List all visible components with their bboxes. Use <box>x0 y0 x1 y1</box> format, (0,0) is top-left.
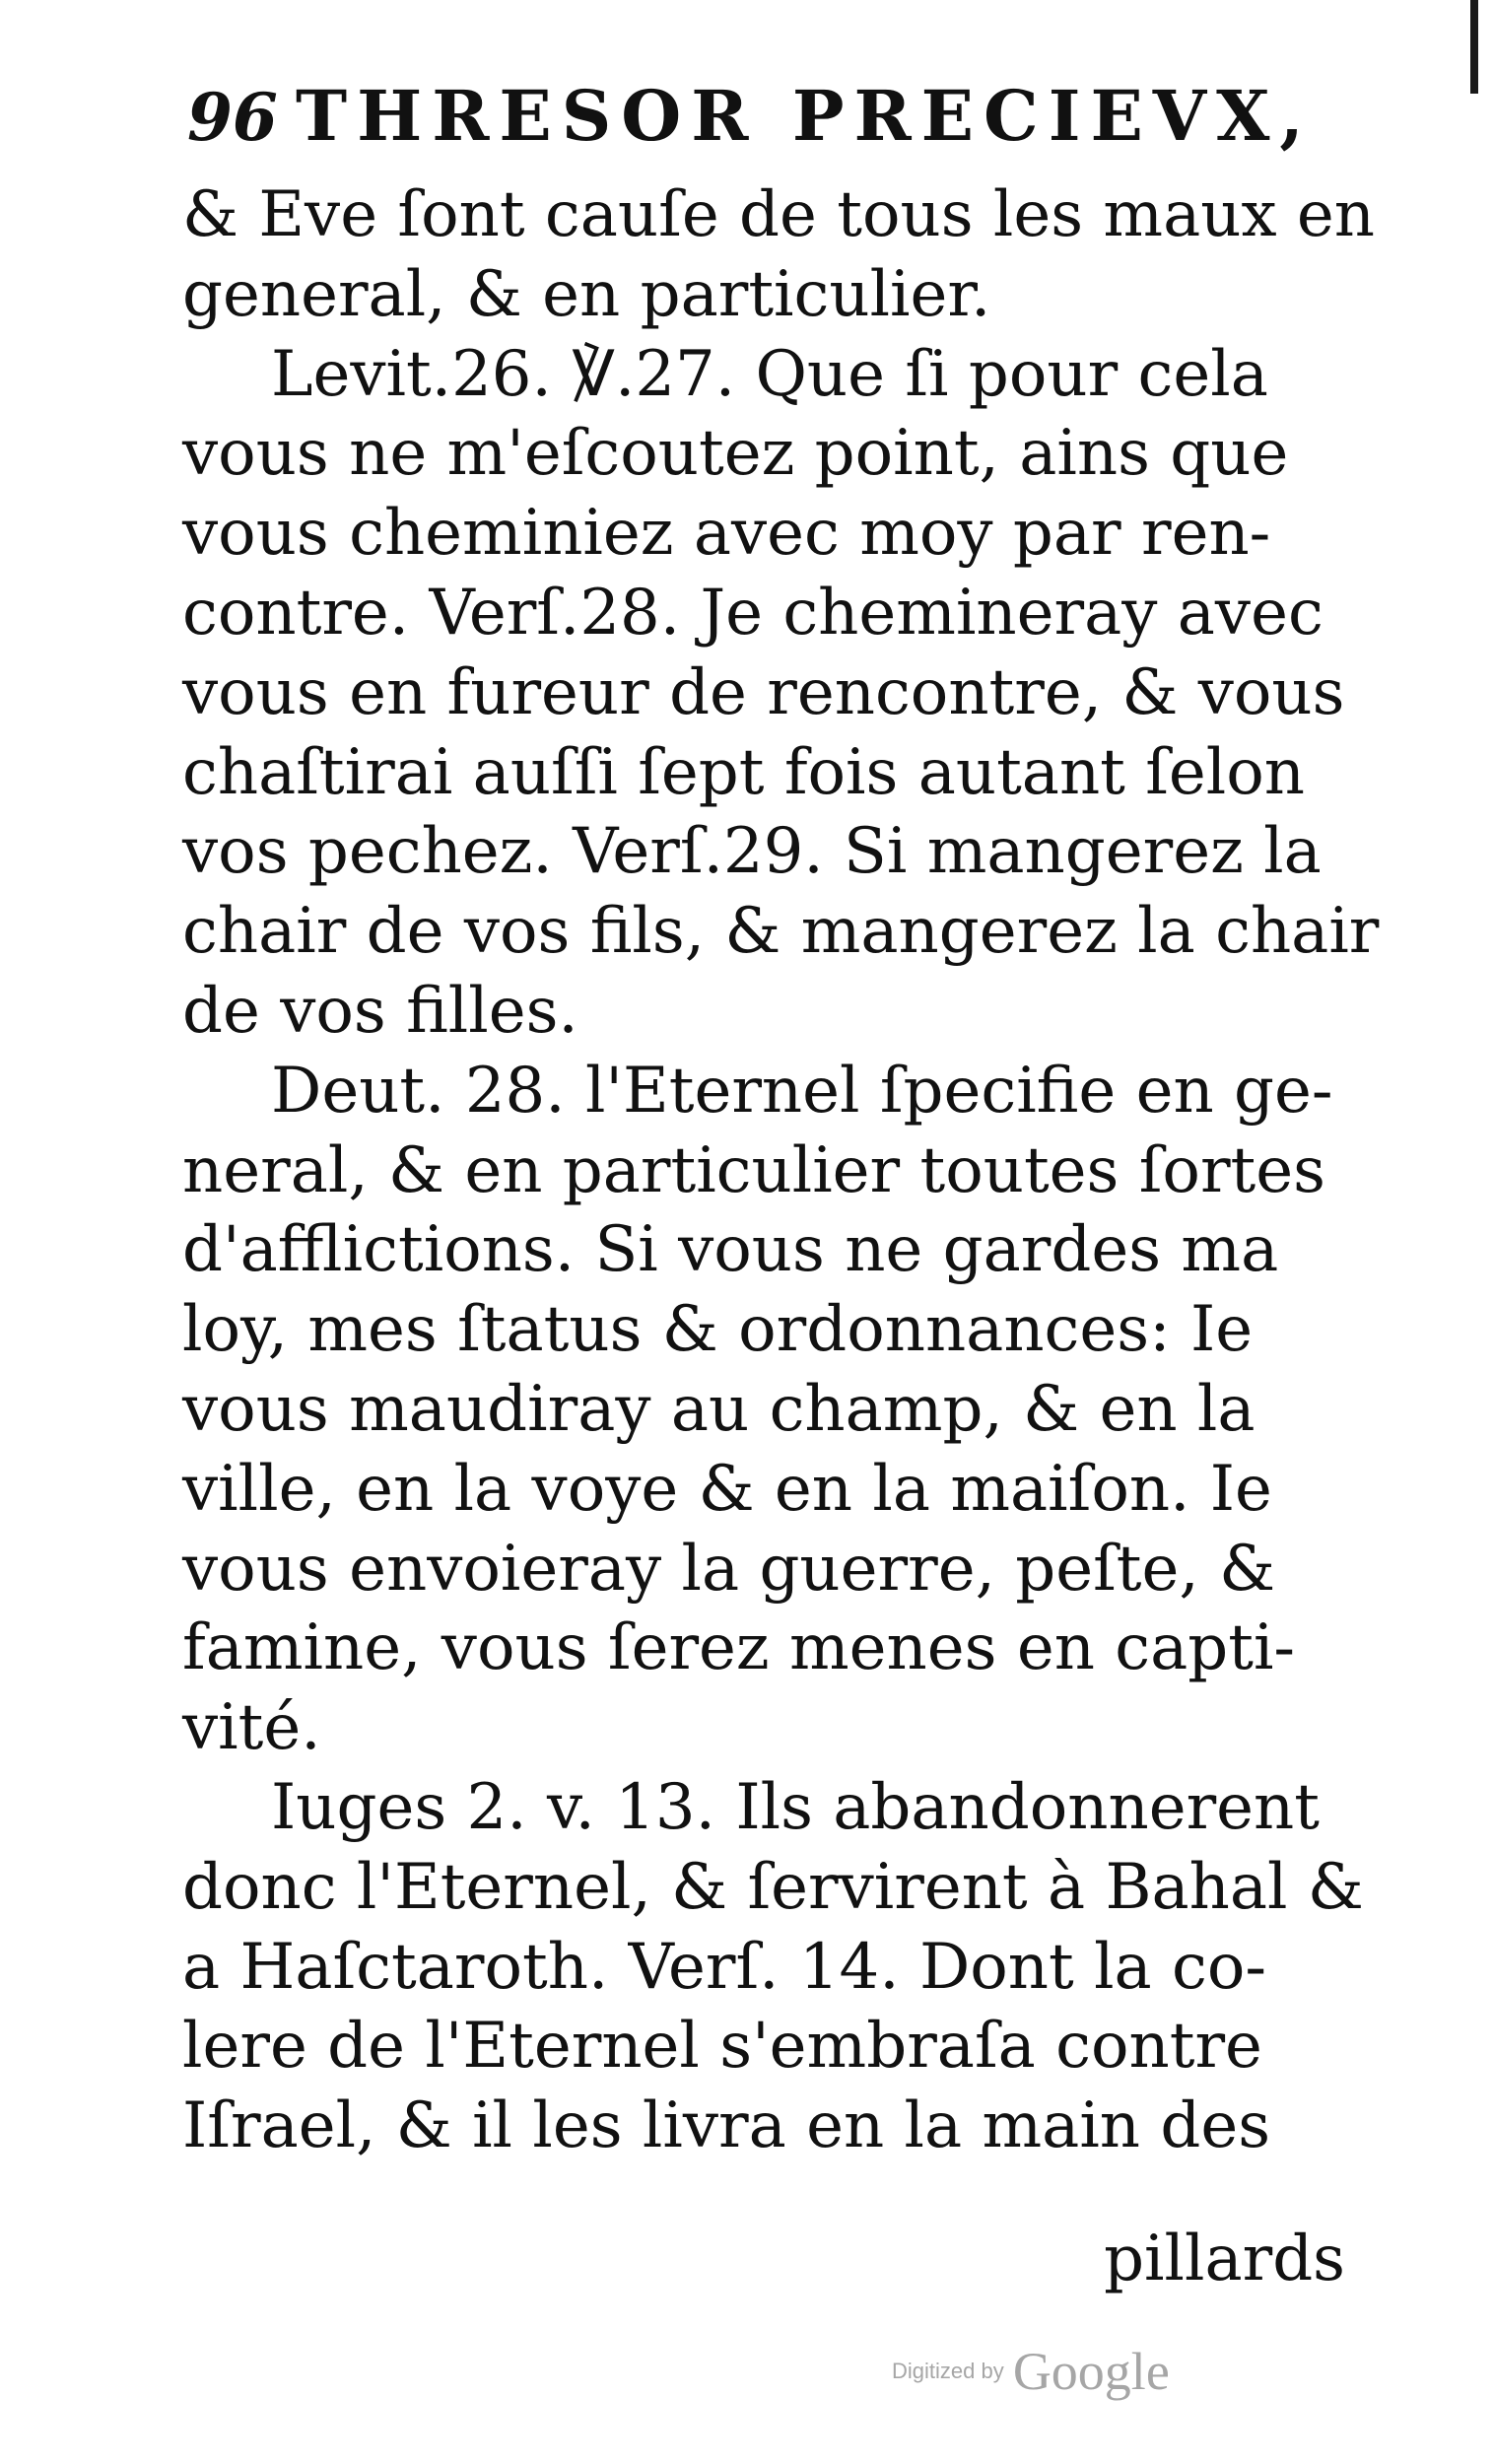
page-number: 96 <box>187 79 278 156</box>
running-title: THRESOR PRECIEVX, <box>296 75 1314 157</box>
text-line: vous cheminiez avec moy par ren- <box>182 497 1271 571</box>
text-line: vous envoieray la guerre, peſte, & <box>182 1532 1276 1606</box>
text-line: chaſtirai auſſi ſept fois autant ſelon <box>182 735 1305 809</box>
catchword: pillards <box>1104 2223 1345 2295</box>
text-line: vos pechez. Verſ.29. Si mangerez la <box>182 815 1322 889</box>
text-line: vous ne m'eſcoutez point, ains que <box>182 417 1289 491</box>
text-line: ville, en la voye & en la maiſon. Ie <box>182 1452 1272 1526</box>
text-line: lere de l'Eternel s'embraſa contre <box>182 2010 1262 2084</box>
google-logo-text: Google <box>1012 2342 1170 2401</box>
digitized-by-google-watermark <box>892 2341 1170 2402</box>
text-line: vous maudiray au champ, & en la <box>182 1372 1255 1446</box>
text-line: contre. Verſ.28. Je chemineray avec <box>182 576 1323 650</box>
text-line: neral, & en particulier toutes ſortes <box>182 1133 1325 1207</box>
text-line: de vos filles. <box>182 974 578 1048</box>
page-header <box>187 71 1360 179</box>
watermark-prefix: Digitized by <box>892 2359 1004 2383</box>
text-line: chair de vos fils, & mangerez la chair <box>182 895 1380 969</box>
page-edge-shadow <box>1470 0 1478 94</box>
text-line: Iuges 2. v. 13. Ils abandonnerent <box>271 1770 1320 1844</box>
text-line: Iſrael, & il les livra en la main des <box>182 2089 1271 2163</box>
text-line: famine, vous ſerez menes en capti- <box>182 1611 1296 1685</box>
text-line: & Eve ſont cauſe de tous les maux en <box>182 178 1375 251</box>
body-text <box>182 175 1380 2166</box>
text-line: Deut. 28. l'Eternel ſpecifie en ge- <box>271 1054 1333 1128</box>
text-line: Levit.26. ℣.27. Que ſi pour cela <box>271 337 1268 411</box>
text-line: general, & en particulier. <box>182 257 991 331</box>
text-line: vité. <box>182 1691 321 1765</box>
text-line: vous en fureur de rencontre, & vous <box>182 655 1345 729</box>
text-line: loy, mes ſtatus & ordonnances: Ie <box>182 1293 1254 1367</box>
text-line: donc l'Eternel, & ſervirent à Bahal & <box>182 1850 1364 1924</box>
text-line: a Haſctaroth. Verſ. 14. Dont la co- <box>182 1930 1267 2004</box>
text-line: d'afflictions. Si vous ne gardes ma <box>182 1213 1279 1287</box>
